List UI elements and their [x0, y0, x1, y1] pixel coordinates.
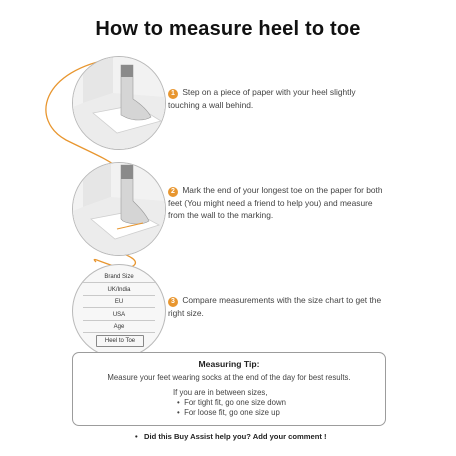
size-chart-illustration [72, 264, 166, 358]
tip-title: Measuring Tip: [198, 359, 260, 369]
feedback-prompt[interactable]: • Did this Buy Assist help you? Add your comment ! [135, 432, 327, 441]
tip-sizes [173, 388, 286, 418]
step-number-badge: 2 [168, 187, 178, 197]
size-chart-row-highlight: Heel to Toe [96, 335, 144, 347]
step-2 [168, 184, 388, 221]
size-chart-row: EU [83, 297, 155, 308]
tip-sizes-intro: If you are in between sizes, [173, 388, 268, 397]
size-chart-list [83, 272, 155, 349]
tip-bullet: • For tight fit, go one size down [177, 398, 286, 407]
tip-text: Measure your feet wearing socks at the end of the day for best results. [107, 373, 351, 382]
size-chart-row: Brand Size [83, 272, 155, 283]
step-1-illustration [72, 56, 166, 150]
size-chart-row: UK/India [83, 285, 155, 296]
step-2-text: Mark the end of your longest toe on the paper for both feet (You might need a friend to help you) and measure from the wall to the marking. [168, 185, 383, 220]
step-2-illustration [72, 162, 166, 256]
step-number-badge: 1 [168, 89, 178, 99]
tip-bullet: • For loose fit, go one size up [177, 408, 280, 417]
size-chart-row: USA [83, 310, 155, 321]
step-1 [168, 86, 388, 111]
measuring-tip-box [72, 352, 386, 426]
step-3-text: Compare measurements with the size chart to get the right size. [168, 295, 382, 318]
step-number-badge: 3 [168, 297, 178, 307]
size-chart-row: Age [83, 322, 155, 333]
page-title: How to measure heel to toe [95, 18, 361, 40]
step-1-text: Step on a piece of paper with your heel slightly touching a wall behind. [168, 87, 356, 110]
step-3 [168, 294, 388, 319]
